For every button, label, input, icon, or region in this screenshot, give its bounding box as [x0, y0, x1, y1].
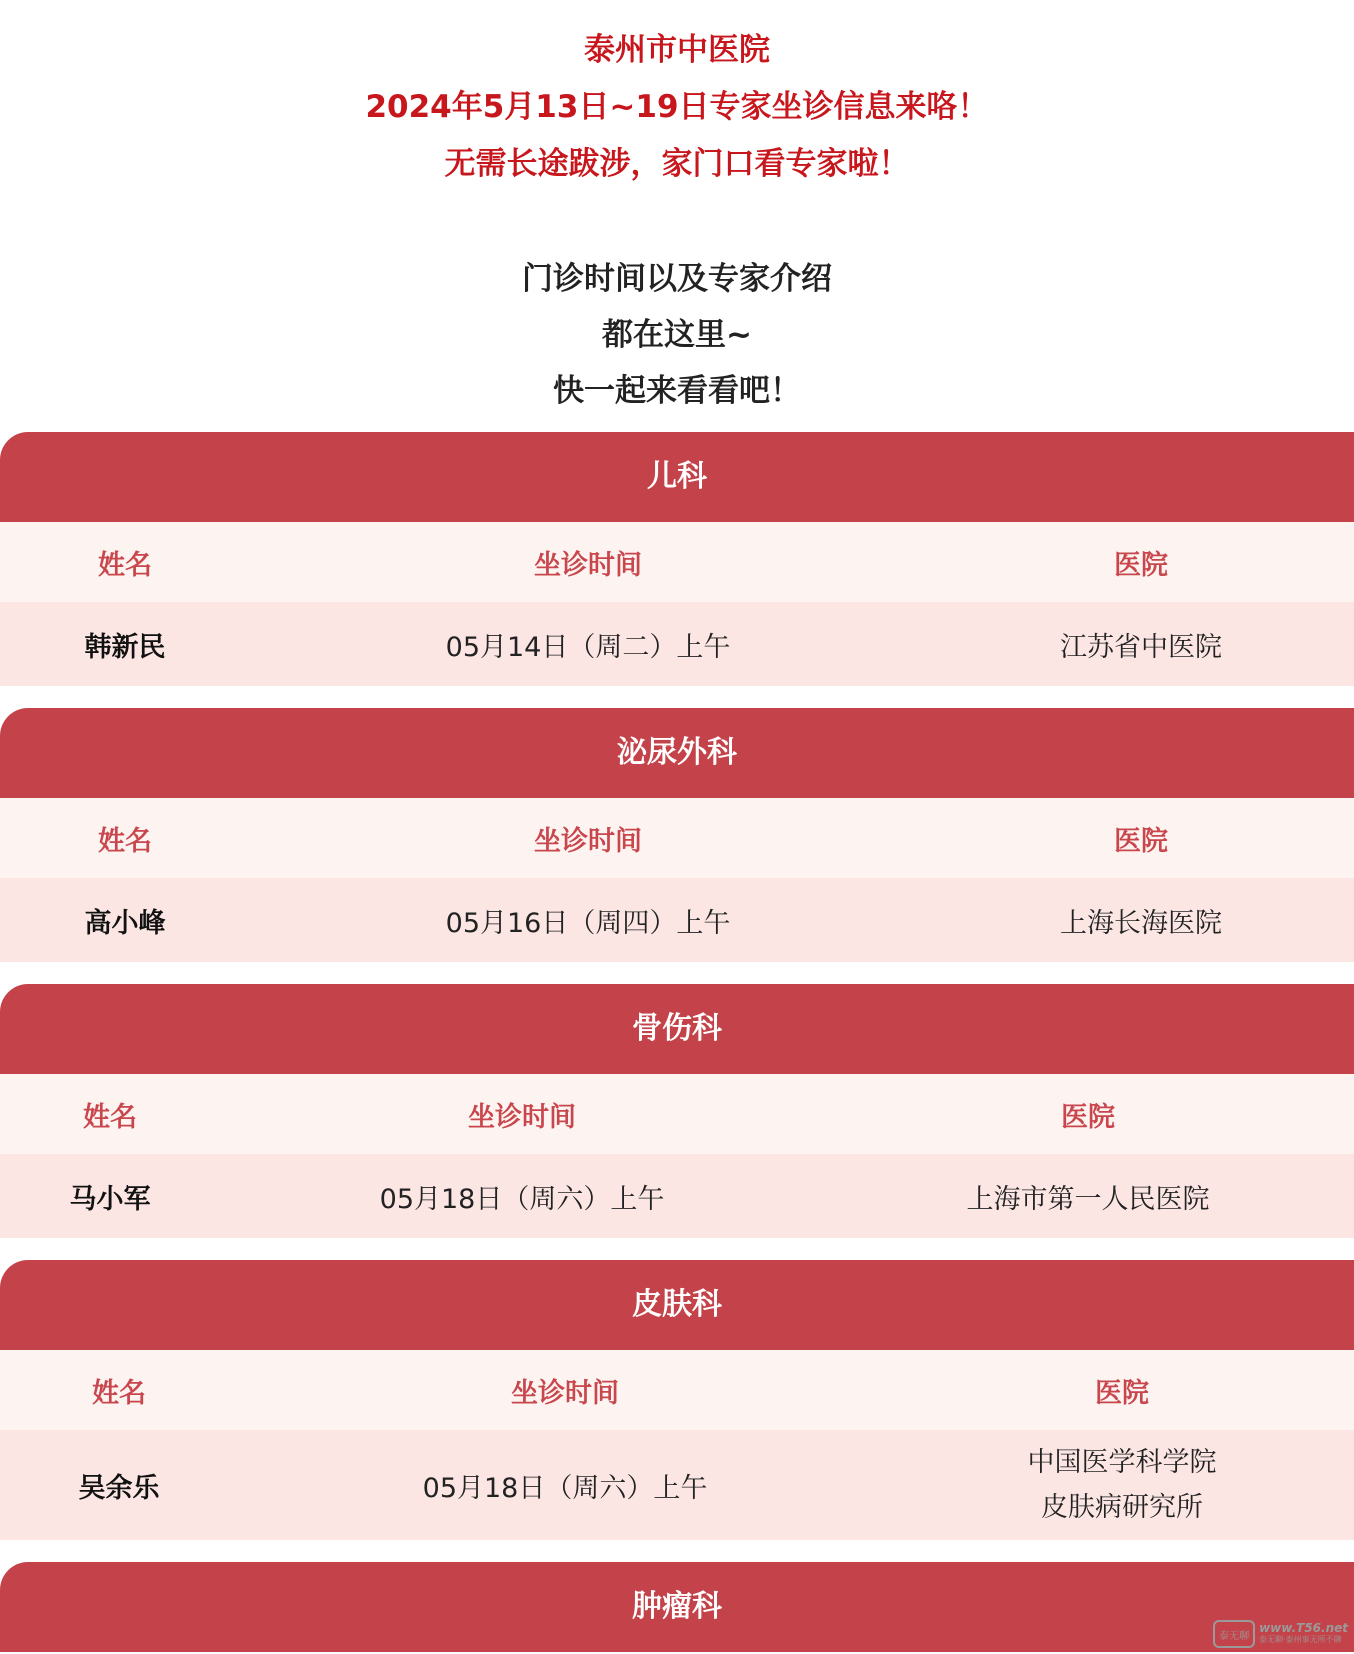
dept-section-urology — [0, 708, 1354, 962]
watermark-logo: 泰无聊 — [1213, 1620, 1255, 1648]
hospital-title: 泰州市中医院 — [584, 32, 770, 68]
intro-line-2: 都在这里~ — [602, 317, 752, 353]
dept-section-pediatrics — [0, 432, 1354, 686]
hospital-name: 江苏省中医院 — [1060, 631, 1222, 663]
table-header — [0, 1074, 1354, 1154]
watermark-url: www.T56.net — [1259, 1621, 1348, 1635]
dept-title: 皮肤科 — [0, 1260, 1354, 1350]
dept-section-dermatology — [0, 1260, 1354, 1540]
dept-title: 泌尿外科 — [0, 708, 1354, 798]
hospital-name — [1028, 1430, 1217, 1540]
intro — [0, 0, 1354, 419]
hospital-name: 上海长海医院 — [1060, 907, 1222, 939]
table-header — [0, 522, 1354, 602]
visit-time: 05月18日（周六）上午 — [379, 1183, 665, 1215]
header-time: 坐诊时间 — [511, 1377, 619, 1409]
header-hospital: 医院 — [1061, 1101, 1115, 1133]
header-name: 姓名 — [98, 825, 152, 857]
header-time: 坐诊时间 — [534, 549, 642, 581]
dept-title: 骨伤科 — [0, 984, 1354, 1074]
visit-time: 05月14日（周二）上午 — [445, 631, 731, 663]
hospital-name: 上海市第一人民医院 — [966, 1183, 1210, 1215]
header-name: 姓名 — [92, 1377, 146, 1409]
hospital-name-line-1: 中国医学科学院 — [1027, 1447, 1217, 1478]
doctor-name: 高小峰 — [84, 907, 166, 939]
dept-section-orthopedics — [0, 984, 1354, 1238]
watermark-slogan: 泰无聊·泰州事无所不聊 — [1259, 1635, 1342, 1644]
schedule-headline: 2024年5月13日~19日专家坐诊信息来咯！ — [365, 89, 989, 125]
table-row — [0, 1154, 1354, 1238]
table-row — [0, 1430, 1354, 1540]
watermark — [1213, 1620, 1348, 1648]
promo-line: 无需长途跋涉，家门口看专家啦！ — [444, 146, 910, 182]
hospital-name-line-2: 皮肤病研究所 — [1041, 1492, 1203, 1523]
header-time: 坐诊时间 — [468, 1101, 576, 1133]
dept-title: 儿科 — [0, 432, 1354, 522]
header-hospital: 医院 — [1114, 825, 1168, 857]
dept-section-oncology — [0, 1562, 1354, 1652]
header-time: 坐诊时间 — [534, 825, 642, 857]
doctor-name: 韩新民 — [84, 631, 166, 663]
header-name: 姓名 — [83, 1101, 137, 1133]
intro-line-1: 门诊时间以及专家介绍 — [522, 261, 832, 297]
header-hospital: 医院 — [1114, 549, 1168, 581]
table-row — [0, 878, 1354, 962]
table-header — [0, 1350, 1354, 1430]
doctor-name: 马小军 — [69, 1183, 151, 1215]
table-row — [0, 602, 1354, 686]
visit-time: 05月16日（周四）上午 — [445, 907, 731, 939]
table-header — [0, 798, 1354, 878]
header-name: 姓名 — [98, 549, 152, 581]
visit-time: 05月18日（周六）上午 — [422, 1472, 708, 1504]
header-hospital: 医院 — [1095, 1377, 1149, 1409]
intro-line-3: 快一起来看看吧！ — [553, 373, 801, 409]
doctor-name: 吴余乐 — [78, 1472, 160, 1504]
dept-title: 肿瘤科 — [0, 1562, 1354, 1652]
